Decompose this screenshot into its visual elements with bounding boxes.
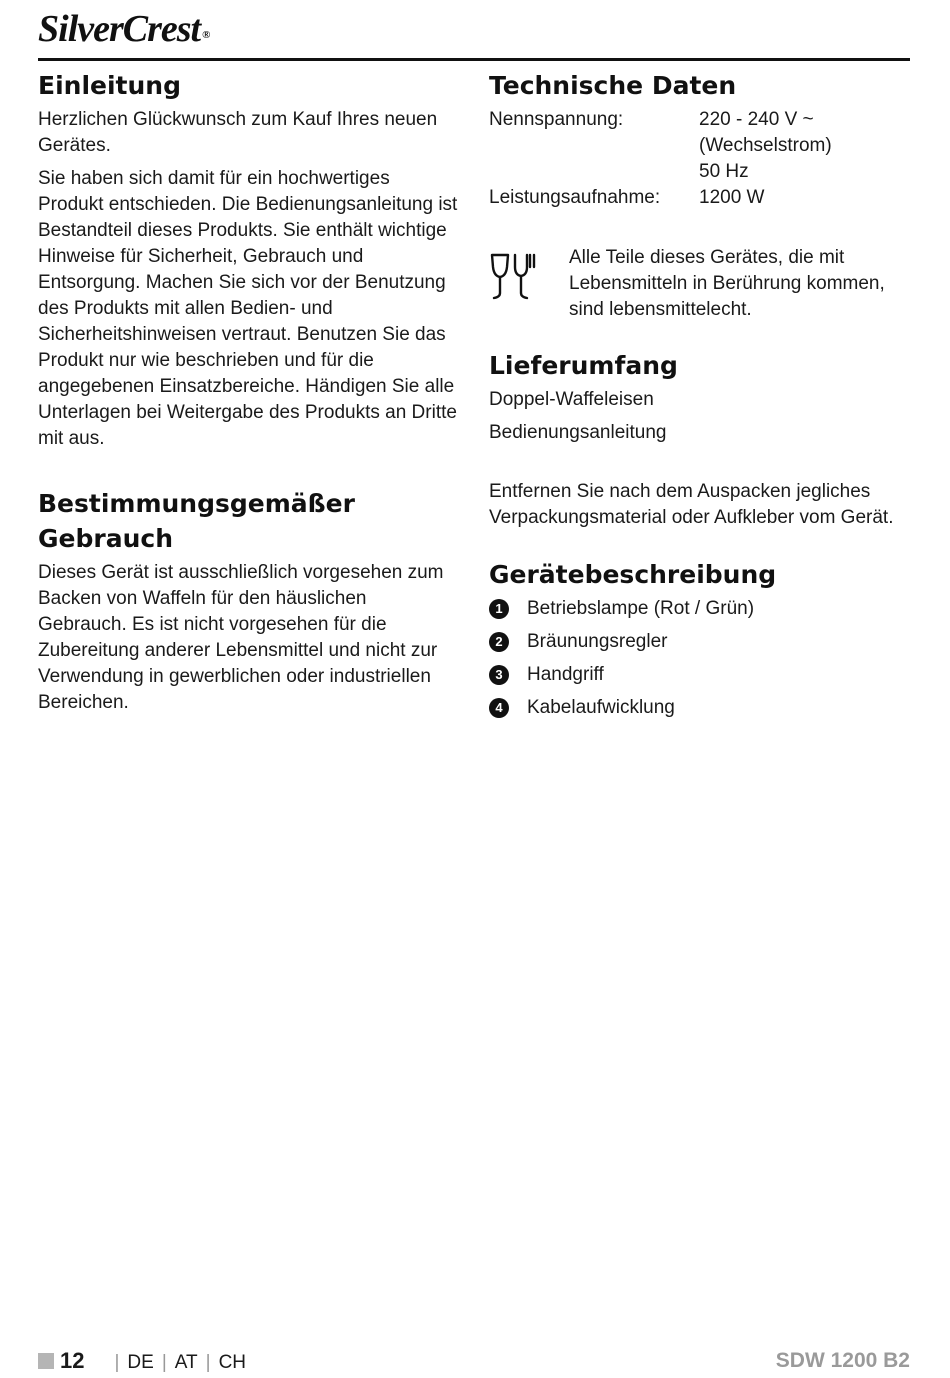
voltage-frequency: 50 Hz — [699, 161, 749, 182]
lang-at: AT — [174, 1352, 198, 1373]
right-column — [489, 68, 911, 728]
separator: | — [114, 1352, 120, 1373]
lang-ch: CH — [218, 1352, 247, 1373]
part-label: Kabelaufwicklung — [527, 697, 675, 718]
food-safe-text: Alle Teile dieses Gerätes, die mit Lebensmitteln in Berührung kommen, sind lebensmittelecht. — [569, 247, 885, 320]
tech-row-voltage — [489, 107, 911, 185]
part-label: Betriebslampe (Rot / Grün) — [527, 598, 755, 619]
model-number: SDW 1200 B2 — [775, 1349, 910, 1372]
power-label: Leistungsaufnahme: — [489, 187, 661, 208]
usage-paragraph: Dieses Gerät ist ausschließlich vorgesehen zum Backen von Waffeln für den häuslichen Gebrauch. Es ist nicht vorgesehen für die Zubereitung anderer Lebensmittel und nicht zur Verwendung in gewerblichen oder industriellen Bereichen. — [38, 562, 444, 713]
part-item — [489, 695, 911, 721]
page-number: 12 — [60, 1348, 85, 1373]
food-safe-icon — [489, 245, 569, 308]
page-footer — [38, 1346, 910, 1376]
scope-item-2: Bedienungsanleitung — [489, 422, 667, 443]
intro-paragraph-2: Sie haben sich damit für ein hochwertiges Produkt entschieden. Die Bedienungsanleitung ist Bestandteil dieses Produkts. Sie enthält wichtige Hinweise für Sicherheit, Gebrauch und Entsorgung. Machen Sie sich vor der Benutzung des Produkts mit allen Bedien- und Sicherheitshinweisen vertraut. Benutzen Sie das Produkt nur wie beschrieben und für die angegebenen Einsatzbereiche. Händigen Sie alle Unterlagen bei Weitergabe des Produkts an Dritte mit aus. — [38, 168, 458, 449]
part-label: Handgriff — [527, 664, 604, 685]
voltage-label: Nennspannung: — [489, 109, 624, 130]
page-marker-square — [38, 1353, 54, 1369]
brand-logo — [38, 6, 209, 52]
intro-paragraph-1: Herzlichen Glückwunsch zum Kauf Ihres neuen Gerätes. — [38, 109, 438, 156]
part-number-badge: 1 — [489, 599, 509, 619]
tech-row-power — [489, 185, 911, 211]
voltage-value — [699, 107, 911, 185]
usage-title: Bestimmungsgemäßer Gebrauch — [38, 489, 355, 553]
tech-title: Technische Daten — [489, 71, 737, 100]
part-number-badge: 3 — [489, 665, 509, 685]
description-section — [489, 557, 911, 721]
brand-name: SilverCrest — [38, 8, 201, 50]
lang-de: DE — [127, 1352, 154, 1373]
voltage-type: (Wechselstrom) — [699, 135, 832, 156]
tech-table — [489, 107, 911, 211]
registered-mark: ® — [202, 29, 210, 41]
scope-section — [489, 348, 911, 531]
part-number-badge: 2 — [489, 632, 509, 652]
power-value: 1200 W — [699, 187, 765, 208]
tech-section — [489, 68, 911, 211]
voltage-range: 220 - 240 V ~ — [699, 109, 814, 130]
intro-section — [38, 68, 458, 452]
left-column — [38, 68, 458, 723]
scope-item-1: Doppel-Waffeleisen — [489, 389, 654, 410]
description-title: Gerätebeschreibung — [489, 560, 777, 589]
part-item — [489, 596, 911, 622]
part-item — [489, 629, 911, 655]
separator: | — [161, 1352, 167, 1373]
parts-list — [489, 596, 911, 721]
scope-note: Entfernen Sie nach dem Auspacken jegliches Verpackungsmaterial oder Aufkleber vom Gerät. — [489, 481, 894, 528]
intro-title: Einleitung — [38, 71, 181, 100]
usage-section — [38, 486, 458, 716]
header-rule — [38, 58, 910, 61]
separator: | — [205, 1352, 211, 1373]
part-item — [489, 662, 911, 688]
part-number-badge: 4 — [489, 698, 509, 718]
scope-title: Lieferumfang — [489, 351, 678, 380]
food-safe-notice — [489, 245, 911, 323]
part-label: Bräunungsregler — [527, 631, 668, 652]
